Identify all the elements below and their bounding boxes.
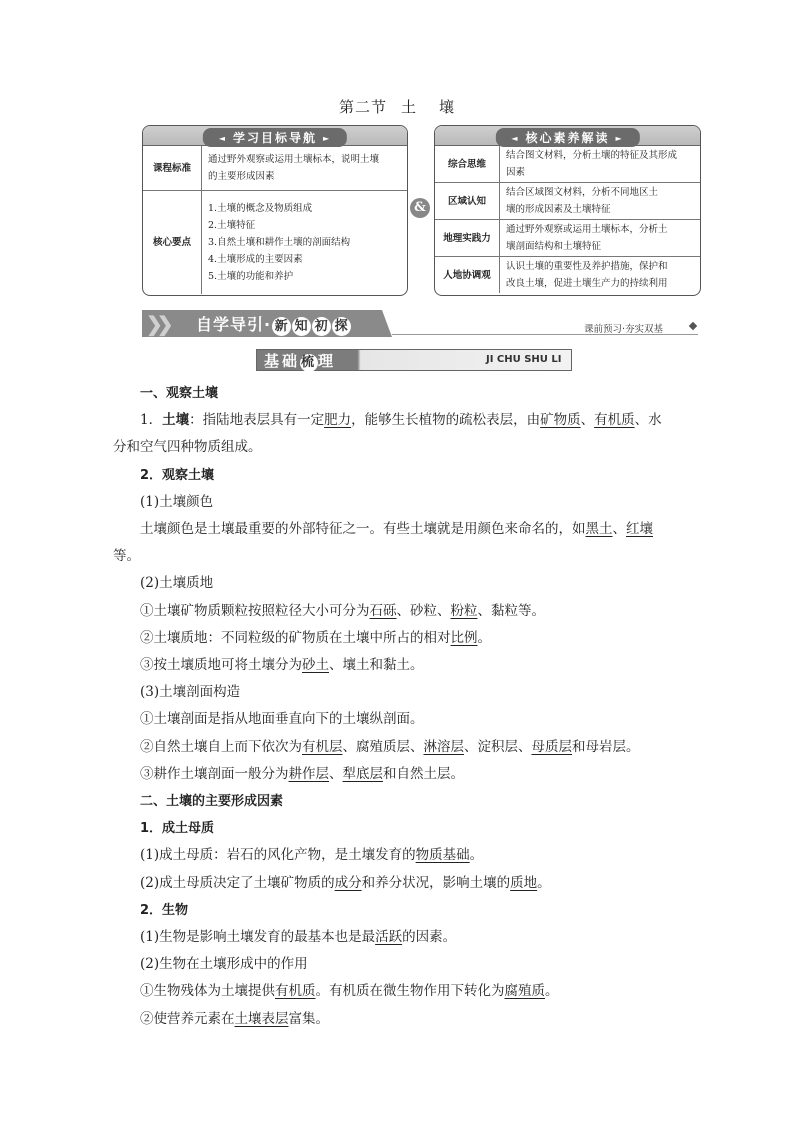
double-chevron-icon: ❯❯: [146, 312, 168, 336]
paragraph: 1．土壤：指陆地表层具有一定肥力，能够生长植物的疏松表层，由矿物质、有机质、水: [140, 412, 662, 429]
paragraph: ①生物残体为土壤提供有机质。有机质在微生物作用下转化为腐殖质。: [140, 983, 559, 1000]
sub-heading: (2)土壤质地: [140, 575, 214, 592]
row-value: 通过野外观察或运用土壤标本，说明土壤 的主要形成因素: [202, 146, 408, 191]
paragraph: ②使营养元素在土壤表层富集。: [140, 1010, 329, 1027]
row-key: 人地协调观: [435, 257, 500, 294]
section-heading: 二、土壤的主要形成因素: [140, 794, 284, 810]
paragraph: ②自然土壤自上而下依次为有机层、腐殖质层、淋溶层、淀积层、母质层和母岩层。: [140, 738, 640, 755]
row-value: 1.土壤的概念及物质组成 2.土壤特征 3.自然土壤和耕作土壤的剖面结构 4.土壤形成的主要因素 5.土壤的功能和养护: [208, 203, 351, 282]
paragraph: 分和空气四种物质组成。: [113, 439, 262, 456]
paragraph: ①土壤矿物质颗粒按照粒径大小可分为石砾、砂粒、粉粒、黏粒等。: [140, 602, 545, 619]
row-key: 核心要点: [143, 191, 202, 295]
paragraph: ①土壤剖面是指从地面垂直向下的土壤纵剖面。: [140, 711, 424, 728]
paragraph: (1)成土母质：岩石的风化产物，是土壤发育的物质基础。: [140, 847, 484, 864]
learning-objectives-panel: [142, 125, 408, 296]
sub-heading: (1)土壤颜色: [140, 493, 214, 510]
diamond-icon: [689, 322, 697, 330]
paragraph: 等。: [113, 548, 140, 565]
sub-banner-english: JI CHU SHU LI: [486, 354, 562, 365]
paragraph: ②土壤质地：不同粒级的矿物质在土壤中所占的相对比例。: [140, 629, 491, 646]
paragraph: (1)生物是影响土壤发育的最基本也是最活跃的因素。: [140, 929, 457, 946]
paragraph: 土壤颜色是土壤最重要的外部特征之一。有些土壤就是用颜色来命名的，如黑土、红壤: [140, 521, 653, 538]
row-key: 综合思维: [435, 146, 500, 183]
sub-heading: (2)生物在土壤形成中的作用: [140, 956, 308, 973]
panel-header-core-literacy: ◄ 核心素养解读 ►: [495, 128, 639, 147]
banner-subtitle: 课前预习·夯实双基: [584, 324, 664, 335]
panel-header-learning-objectives: ◄ 学习目标导航 ►: [203, 128, 347, 147]
sub-banner-title: 基础梳理: [264, 352, 337, 370]
page-title: 第二节 土 壤: [338, 98, 456, 116]
row-key: 区域认知: [435, 183, 500, 220]
row-value: 结合区域图文材料，分析不同地区土 壤的形成因素及土壤特征: [500, 183, 701, 220]
sub-heading: (3)土壤剖面构造: [140, 684, 241, 701]
section-banner-title: 自学导引· 新 知 初 探: [196, 312, 351, 336]
sub-heading: 2．生物: [140, 902, 189, 918]
row-value: 通过野外观察或运用土壤标本，分析土 壤剖面结构和土壤特征: [500, 220, 701, 257]
paragraph: (2)成土母质决定了土壤矿物质的成分和养分状况，影响土壤的质地。: [140, 874, 551, 891]
sub-heading: 2．观察土壤: [140, 467, 215, 483]
sub-heading: 1．成土母质: [140, 821, 215, 837]
row-value: 结合图文材料，分析土壤的特征及其形成 因素: [500, 146, 701, 183]
paragraph: ③耕作土壤剖面一般分为耕作层、犁底层和自然土层。: [140, 765, 464, 782]
row-value: 认识土壤的重要性及养护措施，保护和 改良土壤，促进土壤生产力的持续利用: [506, 261, 668, 289]
core-literacy-panel: [434, 125, 701, 296]
row-key: 课程标准: [143, 146, 202, 191]
main-content: [113, 380, 683, 1033]
paragraph: ③按土壤质地可将土壤分为砂土、壤土和黏土。: [140, 657, 424, 674]
section-heading: 一、观察土壤: [140, 386, 219, 401]
ampersand-icon: &: [410, 198, 430, 218]
row-key: 地理实践力: [435, 220, 500, 257]
